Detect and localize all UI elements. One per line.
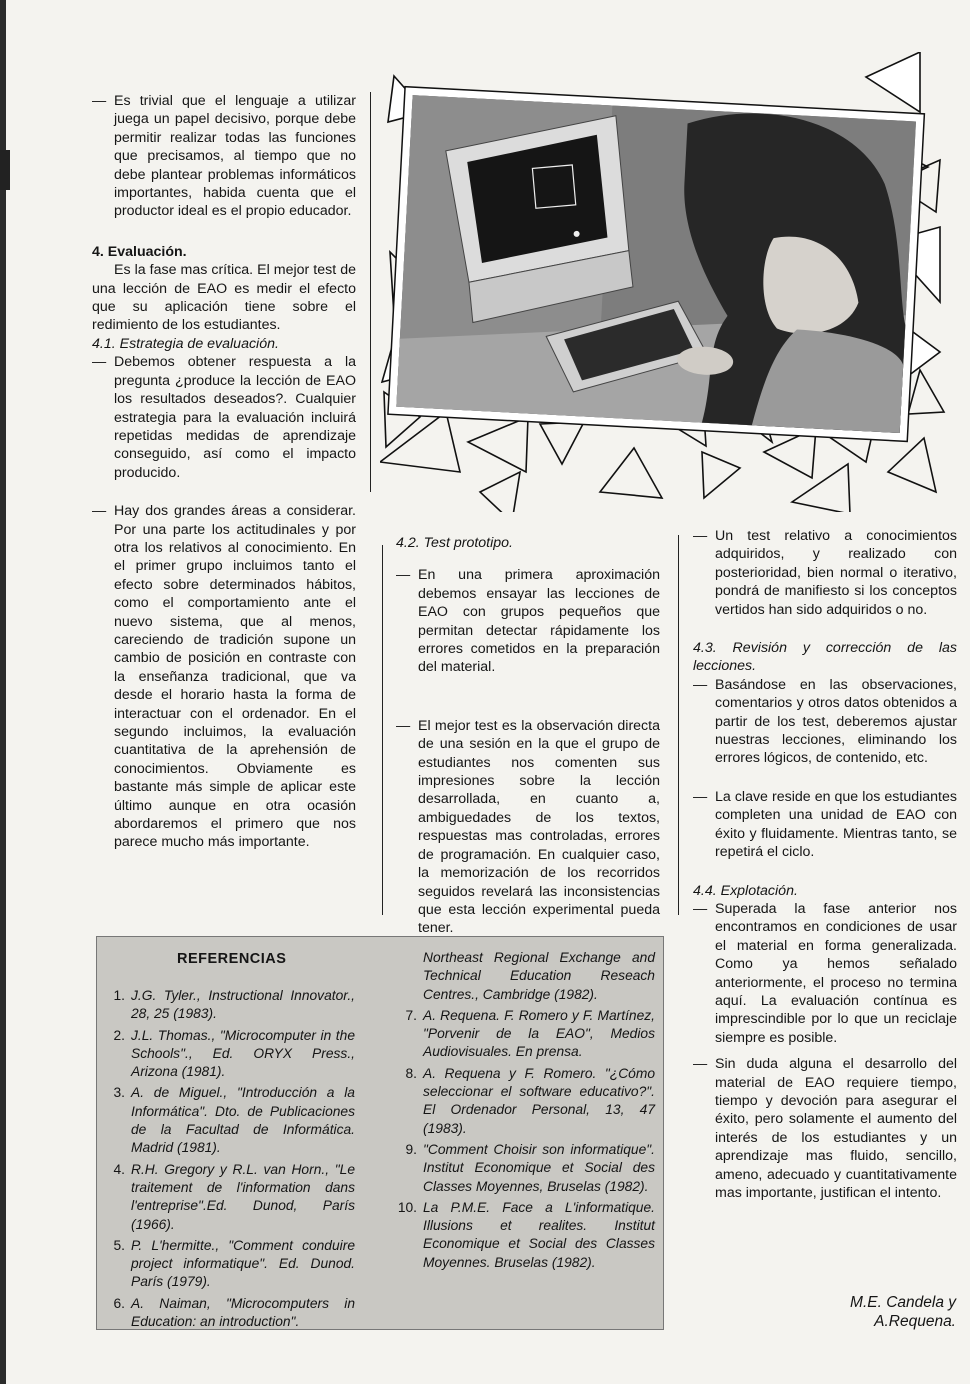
reference-text: Northeast Regional Exchange and Technical Education Reseach Centres., Cambridge (1982). xyxy=(423,950,655,1002)
list-item xyxy=(92,353,356,482)
reference-number: 7. xyxy=(405,1007,417,1023)
dash-marker: — xyxy=(92,503,107,520)
list-item xyxy=(92,502,356,852)
column-left xyxy=(92,92,356,866)
reference-item xyxy=(105,1027,355,1082)
list-item-text: Debemos obtener respuesta a la pregunta ¿produce la lección de EAO los resultados deseados?. Cualquier estrategia para la evaluación incluirá repetidas medidas de aprendizaje conseguido, así como el impacto producido. xyxy=(114,354,356,481)
reference-item xyxy=(397,1199,655,1272)
dash-marker: — xyxy=(693,528,708,544)
photo-frame xyxy=(388,87,924,442)
column-right xyxy=(693,527,957,1216)
reference-text: A. Requena y F. Romero. "¿Cómo seleccionar el software educativo?". El Ordenador Personal, 13, 47 (1983). xyxy=(423,1065,655,1136)
reference-continuation xyxy=(397,949,655,1004)
reference-item xyxy=(397,1065,655,1138)
reference-item xyxy=(105,1237,355,1292)
references-right-column xyxy=(397,949,655,1275)
reference-number: 2. xyxy=(113,1027,125,1043)
list-item-text: Sin duda alguna el desarrollo del material de EAO requiere tiempo, tiempo y devoción para asegurar el éxito, pero solamente el aumento del interés de los estudiantes y un aprendizaje mas fluido, sencillo, ameno, adecuado y cuantitativamente mas importante, justifican el intento. xyxy=(715,1056,957,1201)
reference-item xyxy=(105,987,355,1024)
dash-marker: — xyxy=(92,93,107,109)
column-divider xyxy=(370,92,371,492)
dash-marker: — xyxy=(693,788,708,805)
signature-line: M.E. Candela y xyxy=(850,1294,956,1311)
section-heading-4: 4. Evaluación. xyxy=(92,243,187,260)
references-box xyxy=(96,936,664,1330)
reference-text: "Comment Choisir son informatique". Institut Economique et Social des Classes Moyennes, Bruselas (1982). xyxy=(423,1141,655,1194)
list-item xyxy=(92,92,356,221)
page-edge-shadow xyxy=(0,0,6,1384)
references-title: REFERENCIAS xyxy=(177,951,287,967)
list-item-text: Es trivial que el lenguaje a utilizar juega un papel decisivo, porque debe permitir realizar todas las funciones que precisamos, al tiempo que no debe plantear problemas informáticos importantes, habida cuenta que el productor ideal es el propio educador. xyxy=(114,93,356,220)
list-item-text: La clave reside en que los estudiantes completen una unidad de EAO con éxito y fluidamente. Mientras tanto, se repetirá el ciclo. xyxy=(715,788,957,861)
references-left-column xyxy=(105,987,355,1334)
reference-number: 3. xyxy=(113,1085,125,1101)
reference-text: P. L'hermitte., "Comment conduire project informatique". Ed. Dunod. París (1979). xyxy=(131,1237,355,1290)
reference-item xyxy=(105,1161,355,1234)
list-item xyxy=(693,788,957,862)
subsection-heading-4-3: 4.3. Revisión y corrección de las lecciones. xyxy=(693,640,957,675)
list-item xyxy=(396,717,660,938)
reference-item xyxy=(397,1007,655,1062)
reference-text: J.L. Thomas., "Microcomputer in the Schools"., Ed. ORYX Press., Arizona (1981). xyxy=(131,1027,355,1080)
dash-marker: — xyxy=(693,1056,708,1073)
signature-line: A.Requena. xyxy=(874,1313,956,1330)
list-item xyxy=(693,527,957,619)
column-divider xyxy=(678,535,679,915)
reference-number: 10. xyxy=(397,1199,417,1215)
list-item-text: Hay dos grandes áreas a considerar. Por una parte los actitudinales y por otra los relativos al conocimiento. En el primer grupo incluimos tanto el efecto sobre determinados hábitos, como el comportamiento ante el nuevo sistema, que al menos, careciendo de tradición supone un cambio de posición en contraste con la enseñanza tradicional, que va desde el horario hasta la forma de interactuar con el ordenador. En el segundo incluimos, la evaluación cuantitativa de la aprehensión de conocimientos. Obviamente es bastante más simple de aplicar este último aunque en otra ocasión abordaremos el primero que nos parece mucho más importante. xyxy=(114,503,356,851)
list-item-text: El mejor test es la observación directa de una sesión en la que el grupo de estudiantes nos comenten sus impresiones sobre la lección desarrollada, en cuanto a, ambiguedades de los textos, respuestas mas controladas, errores de programación. En cualquier caso, la memorización de los recorridos seguidos revelará las inconsistencias que esta lección experimental pueda tener. xyxy=(418,717,660,937)
list-item xyxy=(693,676,957,768)
reference-item xyxy=(105,1295,355,1332)
reference-number: 8. xyxy=(405,1065,417,1081)
dash-marker: — xyxy=(693,900,708,917)
dash-marker: — xyxy=(396,567,411,584)
list-item-text: En una primera aproximación debemos ensayar las lecciones de EAO con grupos pequeños que permitan detectar rápidamente los errores cometidos en la preparación del material. xyxy=(418,567,660,676)
reference-number: 5. xyxy=(113,1237,125,1253)
reference-text: R.H. Gregory y R.L. van Horn., "Le traitement de l'information dans l'entreprise".Ed. Dunod, París (1966). xyxy=(131,1161,355,1232)
photo-illustration xyxy=(380,52,958,512)
reference-text: J.G. Tyler., Instructional Innovator., 28, 25 (1983). xyxy=(131,988,355,1022)
reference-number: 9. xyxy=(405,1141,417,1157)
reference-text: A. de Miguel., "Introducción a la Informática". Dto. de Publicaciones de la Facultad de Informática. Madrid (1981). xyxy=(131,1085,355,1156)
dash-marker: — xyxy=(396,717,411,734)
dash-marker: — xyxy=(693,676,708,693)
column-divider xyxy=(382,545,383,915)
subsection-heading-4-2: 4.2. Test prototipo. xyxy=(396,535,513,551)
list-item xyxy=(693,1055,957,1202)
list-item-text: Un test relativo a conocimientos adquiridos, y realizado con posterioridad, bien normal o iterativo, pondrá de manifiesto si los conceptos vertidos han sido adquiridos o no. xyxy=(715,528,957,618)
dash-marker: — xyxy=(92,354,107,371)
paragraph-evaluation: Es la fase mas crítica. El mejor test de una lección de EAO es medir el efecto que su aplicación tiene sobre el redimiento de los estudiantes. xyxy=(92,262,356,334)
reference-item xyxy=(397,1141,655,1196)
reference-number: 4. xyxy=(113,1161,125,1177)
list-item xyxy=(396,566,660,676)
subsection-heading-4-1: 4.1. Estrategia de evaluación. xyxy=(92,335,279,352)
subsection-heading-4-4: 4.4. Explotación. xyxy=(693,882,798,899)
reference-number: 6. xyxy=(113,1295,125,1311)
reference-text: A. Requena. F. Romero y F. Martínez, "Porvenir de la EAO", Medios Audiovisuales. En prensa. xyxy=(423,1007,655,1060)
column-middle xyxy=(396,534,660,952)
reference-item xyxy=(105,1084,355,1157)
page-edge-mark xyxy=(0,150,10,190)
list-item-text: Basándose en las observaciones, comentarios y otros datos obtenidos a partir de los test, deberemos ajustar nuestras lecciones, eliminando los errores lógicos, de contenido, etc. xyxy=(715,676,957,767)
photo-with-triangles xyxy=(392,72,952,422)
reference-text: La P.M.E. Face a L'informatique. Illusions et realites. Institut Economique et Social des Classes Moyennes. Bruselas (1982). xyxy=(423,1199,655,1270)
author-signature xyxy=(850,1293,956,1331)
reference-text: A. Naiman, "Microcomputers in Education: an introduction". xyxy=(131,1295,355,1330)
list-item-text: Superada la fase anterior nos encontramos en condiciones de usar el material en forma generalizada. Como ya hemos señalado anteriormente, el proceso no termina aquí. La evaluación contínua es imprescindible por lo que un reciclaje siempre es posible. xyxy=(715,900,957,1046)
reference-number: 1. xyxy=(113,988,125,1003)
list-item xyxy=(693,900,957,1047)
